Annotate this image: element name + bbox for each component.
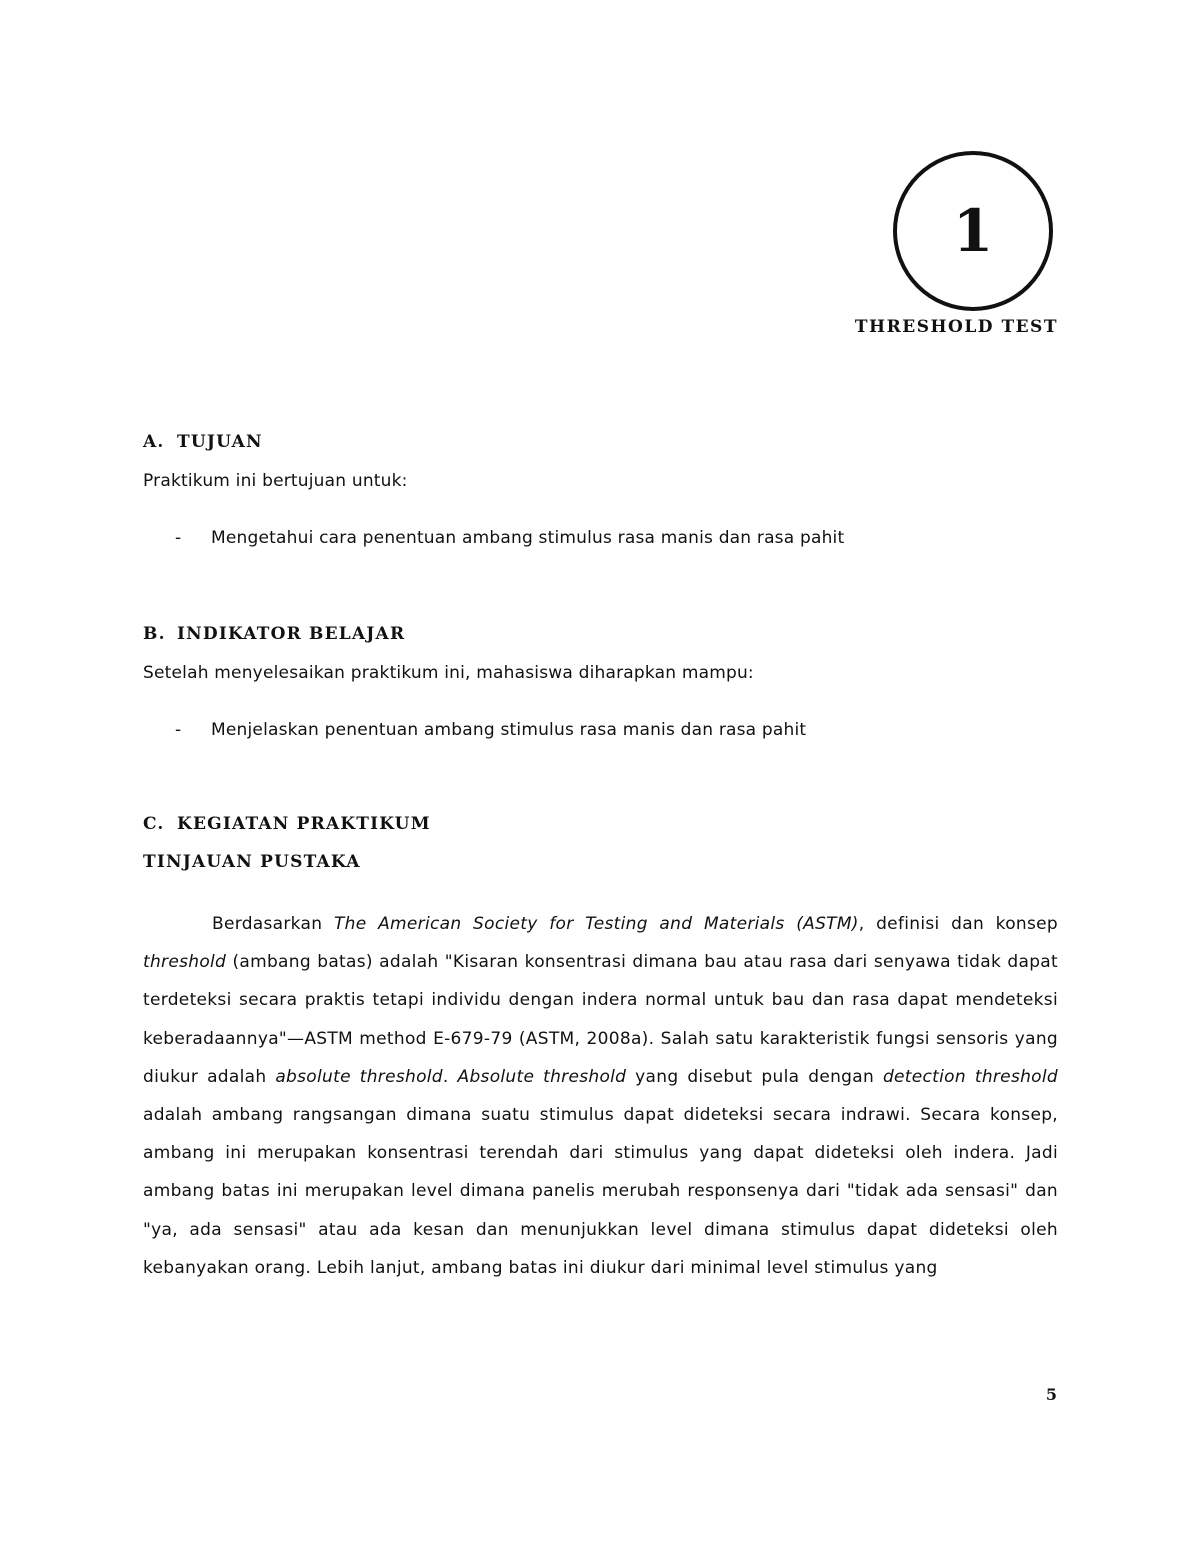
section-a-bullet-text: Mengetahui cara penentuan ambang stimulus rasa manis dan rasa pahit	[211, 528, 845, 548]
section-a-intro: Praktikum ini bertujuan untuk:	[143, 471, 408, 491]
section-a-title: TUJUAN	[177, 432, 263, 452]
body-text-italic: threshold	[143, 952, 227, 973]
section-b-bullet-text: Menjelaskan penentuan ambang stimulus rasa manis dan rasa pahit	[211, 720, 807, 740]
body-text: (ambang batas) adalah "Kisaran konsentrasi dimana bau atau rasa dari senyawa tidak dapat terdeteksi secara praktis tetapi individu dengan indera normal untuk bau dan rasa dapat mendeteksi keberadaannya"—ASTM method E-679-79 (ASTM, 2008a). Salah satu karakteristik fungsi sensoris yang diukur adalah	[143, 952, 1058, 1087]
body-paragraph	[143, 905, 1058, 1287]
page-number: 5	[1045, 1385, 1057, 1404]
body-text-italic: The American Society for Testing and Materials (ASTM)	[333, 914, 859, 934]
body-text: , definisi dan konsep	[858, 914, 1058, 934]
chapter-number: 1	[952, 197, 994, 265]
body-text: .	[442, 1066, 458, 1087]
chapter-title: THRESHOLD TEST	[854, 317, 1058, 337]
body-text-italic: absolute threshold	[275, 1066, 443, 1087]
section-b-letter: B.	[143, 624, 166, 644]
section-a-letter: A.	[143, 432, 165, 452]
section-c-title: KEGIATAN PRAKTIKUM	[177, 814, 431, 834]
body-text: Berdasarkan	[212, 914, 334, 934]
bullet-dash: -	[175, 528, 182, 548]
section-c-letter: C.	[143, 814, 165, 834]
body-text: yang disebut pula dengan	[626, 1066, 883, 1087]
body-text-italic: Absolute threshold	[457, 1066, 627, 1087]
section-b-bullet	[175, 720, 806, 740]
section-b-heading	[143, 624, 405, 644]
section-b-intro: Setelah menyelesaikan praktikum ini, mahasiswa diharapkan mampu:	[143, 663, 754, 683]
body-text: adalah ambang rangsangan dimana suatu stimulus dapat dideteksi secara indrawi. Secara konsep, ambang ini merupakan konsentrasi terendah dari stimulus yang dapat dideteksi oleh indera. Jadi ambang batas ini merupakan level dimana panelis merubah responsenya dari "tidak ada sensasi" dan "ya, ada sensasi" atau ada kesan dan menunjukkan level dimana stimulus dapat dideteksi oleh kebanyakan orang. Lebih lanjut, ambang batas ini diukur dari minimal level stimulus yang	[143, 1105, 1058, 1278]
section-a-bullet	[175, 528, 844, 548]
body-text-italic: detection threshold	[882, 1066, 1058, 1087]
section-c-heading	[143, 814, 431, 834]
chapter-number-circle	[893, 151, 1053, 311]
section-b-title: INDIKATOR BELAJAR	[177, 624, 406, 644]
section-a-heading	[143, 432, 263, 452]
section-c-subtitle: TINJAUAN PUSTAKA	[143, 852, 361, 872]
bullet-dash: -	[175, 720, 182, 740]
